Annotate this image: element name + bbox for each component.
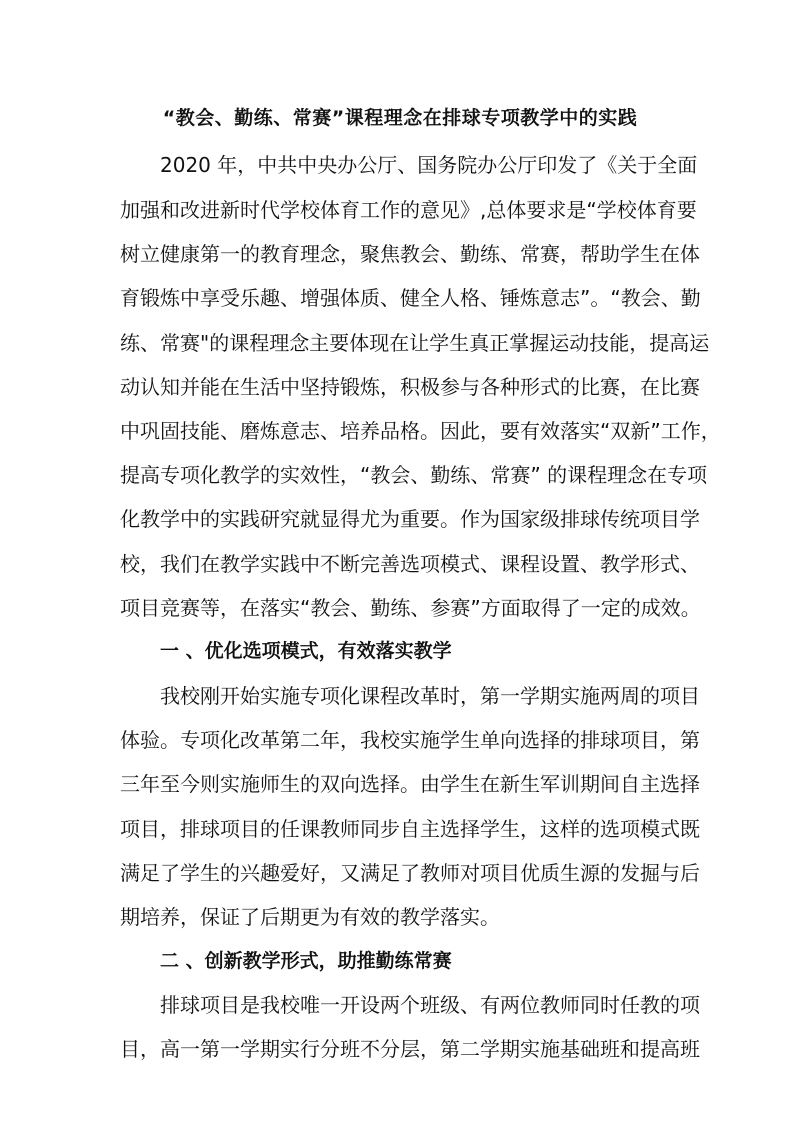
paragraph-line: 加强和改进新时代学校体育工作的意见》,总体要求是“学校体育要	[120, 198, 697, 222]
document-title: “教会、勤练、常赛”课程理念在排球专项教学中的实践	[162, 107, 638, 129]
paragraph-line: 中巩固技能、磨炼意志、培养品格。因此，要有效落实“双新”工作，	[120, 419, 721, 443]
paragraph-line: 三年至今则实施师生的双向选择。由学生在新生军训期间自主选择	[120, 772, 700, 796]
paragraph-line: 目，高一第一学期实行分班不分层，第二学期实施基础班和提高班	[120, 1037, 700, 1061]
section-heading: 二 、创新教学形式，助推勤练常赛	[160, 950, 452, 972]
paragraph-line: 体验。专项化改革第二年，我校实施学生单向选择的排球项目，第	[120, 728, 700, 752]
paragraph-line: 满足了学生的兴趣爱好，又满足了教师对项目优质生源的发掘与后	[120, 861, 700, 885]
paragraph-line: 我校刚开始实施专项化课程改革时，第一学期实施两周的项目	[160, 684, 700, 708]
paragraph-line: 育锻炼中享受乐趣、增强体质、健全人格、锤炼意志”。“教会、勤	[120, 286, 701, 310]
paragraph-line: 练、常赛"的课程理念主要体现在让学生真正掌握运动技能，提高运	[120, 331, 710, 355]
paragraph-line: 提高专项化教学的实效性，“教会、勤练、常赛” 的课程理念在专项	[120, 463, 708, 487]
paragraph-line: 项目，排球项目的任课教师同步自主选择学生，这样的选项模式既	[120, 817, 700, 841]
paragraph-line: 排球项目是我校唯一开设两个班级、有两位教师同时任教的项	[160, 993, 700, 1017]
paragraph-line: 期培养，保证了后期更为有效的教学落实。	[120, 905, 500, 929]
paragraph-line: 校，我们在教学实践中不断完善选项模式、课程设置、教学形式、	[120, 552, 700, 576]
paragraph-line: 化教学中的实践研究就显得尤为重要。作为国家级排球传统项目学	[120, 507, 700, 531]
section-heading: 一 、优化选项模式，有效落实教学	[160, 640, 452, 662]
paragraph-line: 项目竞赛等，在落实“教会、勤练、参赛”方面取得了一定的成效。	[120, 596, 701, 620]
paragraph-line: 树立健康第一的教育理念，聚焦教会、勤练、常赛，帮助学生在体	[120, 242, 700, 266]
paragraph-line: 2020 年，中共中央办公厅、国务院办公厅印发了《关于全面	[160, 153, 698, 177]
paragraph-line: 动认知并能在生活中坚持锻炼，积极参与各种形式的比赛，在比赛	[120, 375, 700, 399]
